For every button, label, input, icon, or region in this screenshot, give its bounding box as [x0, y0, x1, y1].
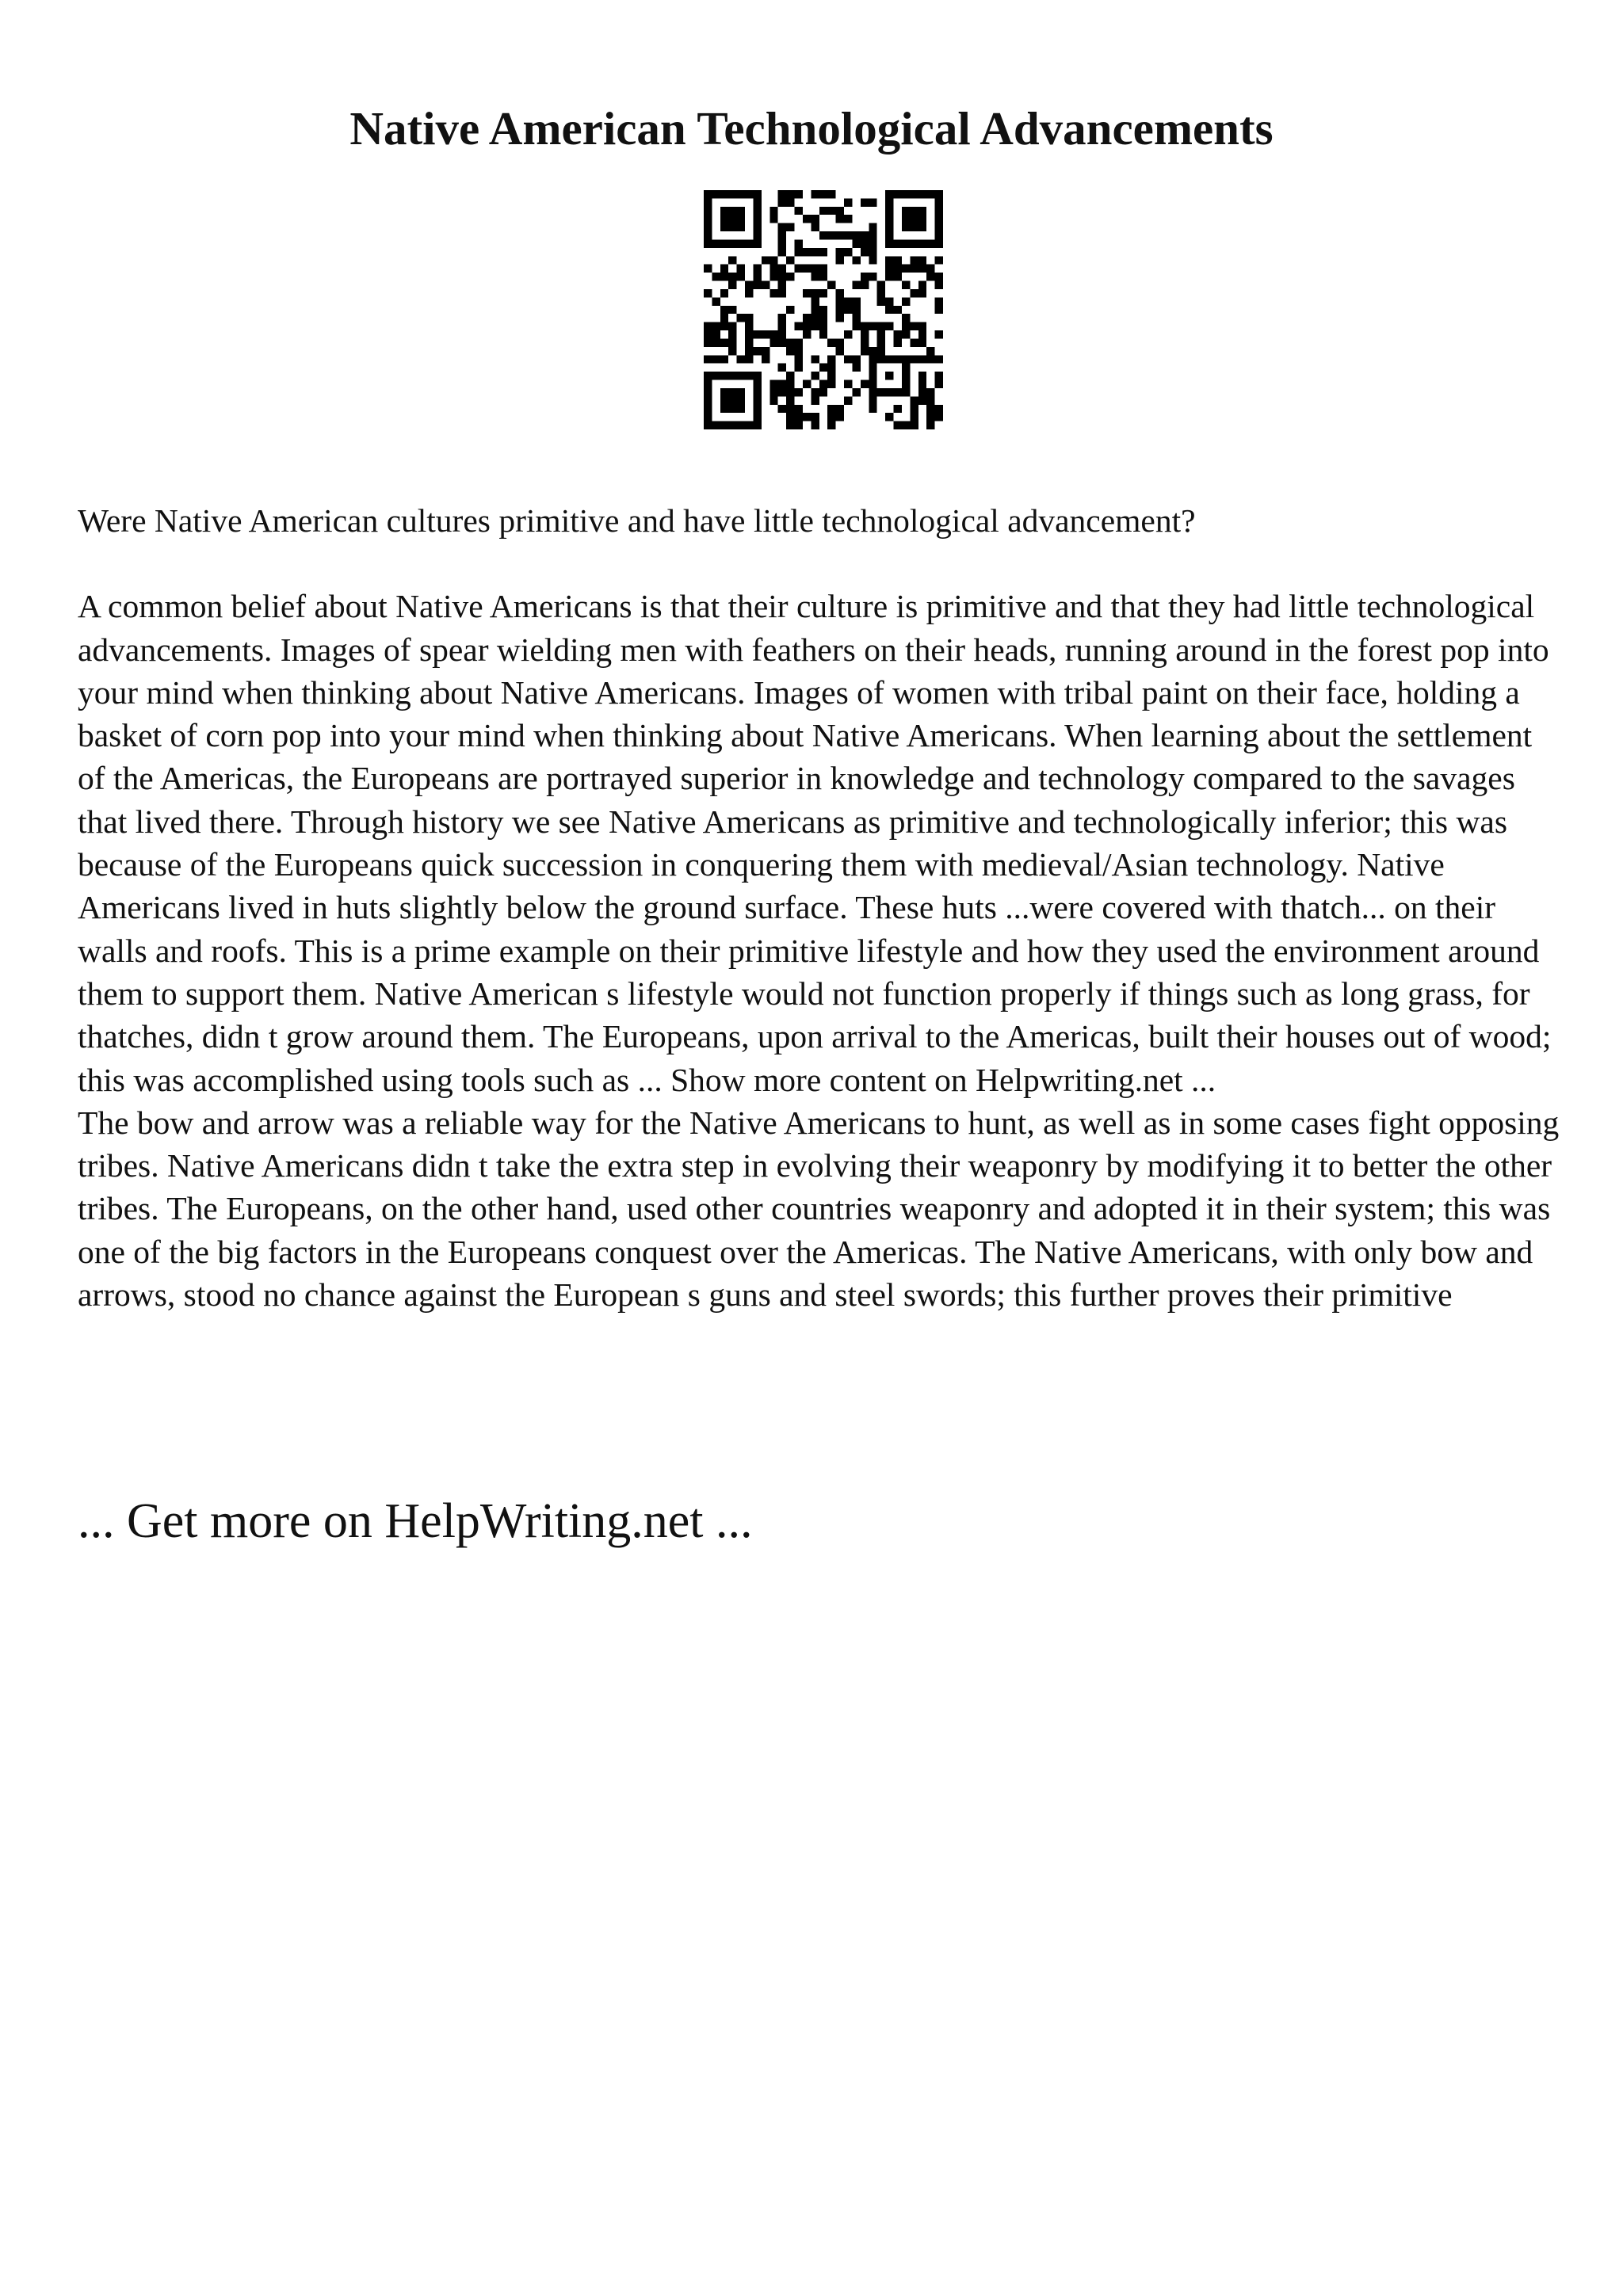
intro-question: Were Native American cultures primitive and have little technological advancement?: [78, 502, 1196, 539]
body-paragraph-2: The bow and arrow was a reliable way for the Native Americans to hunt, as well as in some cases fight opposing tribes. Native Americans didn t take the extra step in evolving their weaponry by modifying it to better the other tribes. The Europeans, on the other hand, used other countries weaponry and adopted it in their system; this was one of the big factors in the Europeans conquest over the Americas. The Native Americans, with only bow and arrows, stood no chance against the European s guns and steel swords; this further proves their primitive: [78, 1104, 1560, 1314]
qr-code-icon: [704, 190, 943, 429]
document-title: Native American Technological Advancements: [349, 102, 1274, 154]
get-more-link[interactable]: ... Get more on HelpWriting.net ...: [78, 1494, 753, 1548]
body-paragraph-1: A common belief about Native Americans is that their culture is primitive and that they had little technological advancements. Images of spear wielding men with feathers on their heads, running around in the forest pop into your mind when thinking about Native Americans. Images of women with tribal paint on their face, holding a basket of corn pop into your mind when thinking about Native Americans. When learning about the settlement of the Americas, the Europeans are portrayed superior in knowledge and technology compared to the savages that lived there. Through history we see Native Americans as primitive and technologically inferior; this was because of the Europeans quick succession in conquering them with medieval/Asian technology. Native Americans lived in huts slightly below the ground surface. These huts ...were covered with thatch... on their walls and roofs. This is a prime example on their primitive lifestyle and how they used the environment around them to support them. Native American s lifestyle would not function properly if things such as long grass, for thatches, didn t grow around them. The Europeans, upon arrival to the Americas, built their houses out of wood; this was accomplished using tools such as ... Show more content on Helpwriting.net ...: [78, 588, 1552, 1098]
document-body: [78, 499, 1568, 1316]
